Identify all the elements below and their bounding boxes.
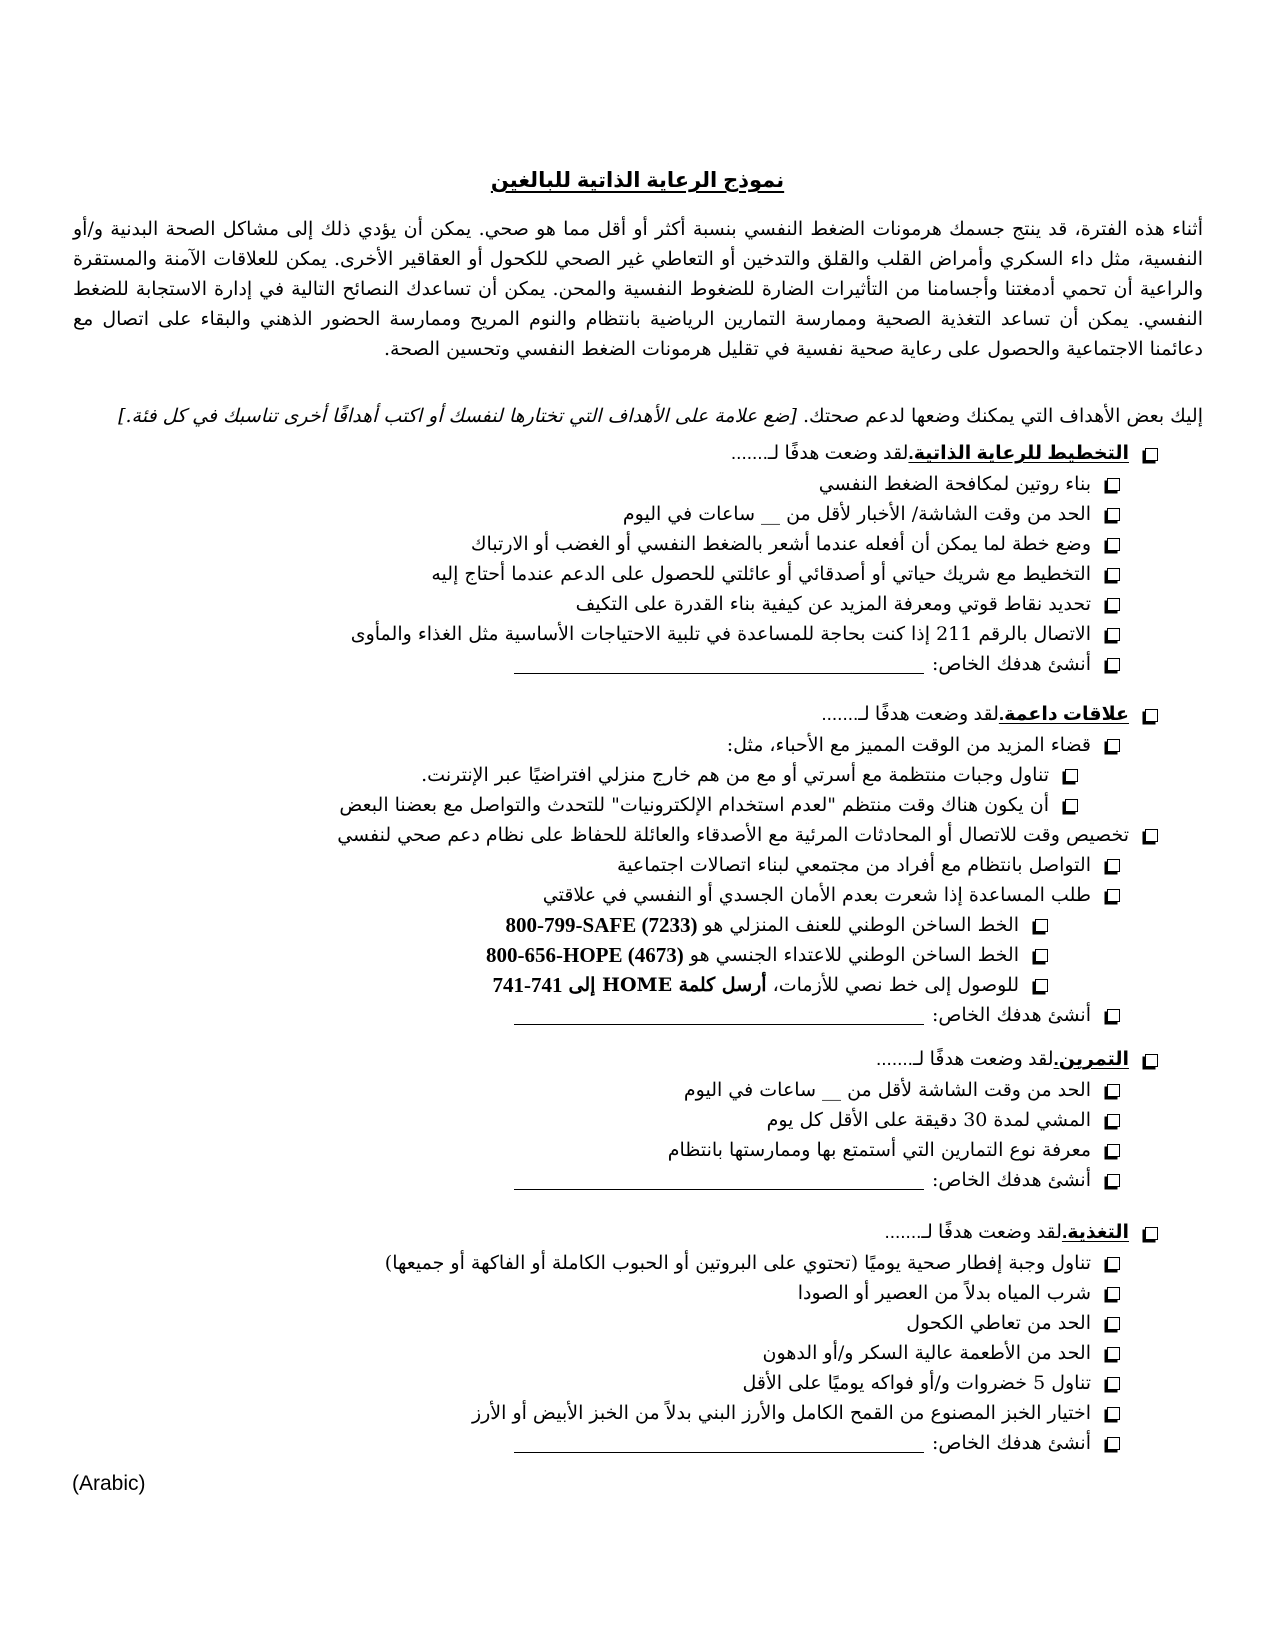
list-item: الحد من وقت الشاشة لأقل من __ ساعات في اليوم	[100, 1075, 1160, 1105]
checkbox[interactable]	[1107, 1377, 1120, 1390]
checkbox[interactable]	[1107, 508, 1120, 521]
section-relationships	[100, 700, 1160, 1030]
checkbox[interactable]	[1107, 889, 1120, 902]
hotline-item: الخط الساخن الوطني للاعتداء الجنسي هو 800-656-HOPE (4673)	[100, 940, 1160, 970]
list-item: شرب المياه بدلاً من العصير أو الصودا	[100, 1278, 1160, 1308]
list-item: التخطيط مع شريك حياتي أو أصدقائي أو عائلتي للحصول على الدعم عندما أحتاج إليه	[100, 559, 1160, 589]
own-goal-field[interactable]	[514, 1434, 924, 1453]
checkbox[interactable]	[1107, 1257, 1120, 1270]
page-title: نموذج الرعاية الذاتية للبالغين	[490, 169, 785, 192]
own-goal-field[interactable]	[514, 1006, 924, 1025]
list-item: تحديد نقاط قوتي ومعرفة المزيد عن كيفية بناء القدرة على التكيف	[100, 589, 1160, 619]
language-footer: (Arabic)	[72, 1472, 146, 1495]
list-item: بناء روتين لمكافحة الضغط النفسي	[100, 469, 1160, 499]
own-goal-item: أنشئ هدفك الخاص:	[100, 1428, 1160, 1458]
list-item: الحد من الأطعمة عالية السكر و/أو الدهون	[100, 1338, 1160, 1368]
checkbox[interactable]	[1107, 1287, 1120, 1300]
checkbox[interactable]	[1107, 628, 1120, 641]
checkbox[interactable]	[1035, 979, 1048, 992]
list-item: معرفة نوع التمارين التي أستمتع بها وممارستها بانتظام	[100, 1135, 1160, 1165]
list-subitem: تناول وجبات منتظمة مع أسرتي أو مع من هم خارج منزلي افتراضيًا عبر الإنترنت.	[100, 760, 1160, 790]
hotline-number: 800-799-SAFE (7233)	[505, 913, 698, 937]
hotline-number: 800-656-HOPE (4673)	[486, 943, 684, 967]
hotline-item: للوصول إلى خط نصي للأزمات، أرسل كلمة HOME إلى 741-741	[100, 970, 1160, 1000]
list-item: اختيار الخبز المصنوع من القمح الكامل والأرز البني بدلاً من الخبز الأبيض أو الأرز	[100, 1398, 1160, 1428]
list-item: التواصل بانتظام مع أفراد من مجتمعي لبناء اتصالات اجتماعية	[100, 850, 1160, 880]
section-exercise	[100, 1045, 1160, 1195]
section-heading: علاقات داعمة. لقد وضعت هدفًا لـ.......	[100, 700, 1160, 730]
intro-paragraph: أثناء هذه الفترة، قد ينتج جسمك هرمونات الضغط النفسي بنسبة أكثر أو أقل مما هو صحي. يمكن أن يؤدي ذلك إلى مشاكل الصحة البدنية و/أو النفسية، مثل داء السكري وأمراض القلب والقلق والتدخين أو التعاطي غير الصحي للكحول أو العقاقير الأخرى. يمكن للعلاقات الآمنة والمستقرة والراعية أن تحمي أدمغتنا وأجسامنا من التأثيرات الضارة للضغوط النفسية والمحن. يمكن أن تساعدك النصائح التالية في إدارة الاستجابة للضغط النفسي. يمكن أن تساعد التغذية الصحية وممارسة التمارين الرياضية بانتظام والنوم المريح وممارسة الحضور الذهني والبقاء على اتصال مع دعائمنا الاجتماعية والحصول على رعاية صحية نفسية في تقليل هرمونات الضغط النفسي وتحسين الصحة.	[73, 218, 1203, 360]
list-item: وضع خطة لما يمكن أن أفعله عندما أشعر بالضغط النفسي أو الغضب أو الارتباك	[100, 529, 1160, 559]
instruction-text: إليك بعض الأهداف التي يمكنك وضعها لدعم صحتك.	[796, 405, 1203, 427]
list-item: الحد من وقت الشاشة/ الأخبار لأقل من __ ساعات في اليوم	[100, 499, 1160, 529]
checkbox[interactable]	[1145, 1054, 1158, 1067]
checkbox[interactable]	[1107, 739, 1120, 752]
instruction-line	[73, 401, 1203, 431]
checkbox[interactable]	[1107, 1144, 1120, 1157]
list-item: الاتصال بالرقم 211 إذا كنت بحاجة للمساعدة في تلبية الاحتياجات الأساسية مثل الغذاء والمأوى	[100, 619, 1160, 649]
checkbox[interactable]	[1145, 448, 1158, 461]
own-goal-field[interactable]	[514, 655, 924, 674]
hotline-number: 741-741	[492, 973, 563, 997]
list-item: الحد من تعاطي الكحول	[100, 1308, 1160, 1338]
checkbox[interactable]	[1065, 769, 1078, 782]
list-item: تناول وجبة إفطار صحية يوميًا (تحتوي على البروتين أو الحبوب الكاملة أو الفاكهة أو جميعها)	[100, 1248, 1160, 1278]
checkbox[interactable]	[1107, 568, 1120, 581]
list-subitem: أن يكون هناك وقت منتظم "لعدم استخدام الإلكترونيات" للتحدث والتواصل مع بعضنا البعض	[100, 790, 1160, 820]
checkbox[interactable]	[1065, 799, 1078, 812]
section-heading: التخطيط للرعاية الذاتية. لقد وضعت هدفًا لـ.......	[100, 439, 1160, 469]
instruction-italic: [ضع علامة على الأهداف التي تختارها لنفسك أو اكتب أهدافًا أخرى تناسبك في كل فئة.]	[118, 405, 797, 427]
own-goal-item: أنشئ هدفك الخاص:	[100, 1000, 1160, 1030]
checkbox[interactable]	[1107, 1437, 1120, 1450]
list-item: تخصيص وقت للاتصال أو المحادثات المرئية مع الأصدقاء والعائلة للحفاظ على نظام دعم صحي لنفسي	[100, 820, 1160, 850]
section-planning	[100, 439, 1160, 679]
checkbox[interactable]	[1107, 658, 1120, 671]
list-item: تناول 5 خضروات و/أو فواكه يوميًا على الأقل	[100, 1368, 1160, 1398]
checkbox[interactable]	[1107, 1407, 1120, 1420]
checkbox[interactable]	[1145, 829, 1158, 842]
checkbox[interactable]	[1035, 919, 1048, 932]
checkbox[interactable]	[1107, 1009, 1120, 1022]
checkbox[interactable]	[1107, 1174, 1120, 1187]
own-goal-item: أنشئ هدفك الخاص:	[100, 649, 1160, 679]
checkbox[interactable]	[1107, 1114, 1120, 1127]
checkbox[interactable]	[1107, 598, 1120, 611]
hotline-item: الخط الساخن الوطني للعنف المنزلي هو 800-799-SAFE (7233)	[100, 910, 1160, 940]
checkbox[interactable]	[1107, 1084, 1120, 1097]
section-heading: التغذية. لقد وضعت هدفًا لـ.......	[100, 1218, 1160, 1248]
own-goal-item: أنشئ هدفك الخاص:	[100, 1165, 1160, 1195]
section-heading: التمرين. لقد وضعت هدفًا لـ.......	[100, 1045, 1160, 1075]
checkbox[interactable]	[1107, 859, 1120, 872]
own-goal-field[interactable]	[514, 1171, 924, 1190]
list-item: طلب المساعدة إذا شعرت بعدم الأمان الجسدي أو النفسي في علاقتي	[100, 880, 1160, 910]
checkbox[interactable]	[1035, 949, 1048, 962]
checkbox[interactable]	[1145, 1227, 1158, 1240]
checkbox[interactable]	[1107, 538, 1120, 551]
checkbox[interactable]	[1107, 478, 1120, 491]
list-item: المشي لمدة 30 دقيقة على الأقل كل يوم	[100, 1105, 1160, 1135]
checkbox[interactable]	[1107, 1317, 1120, 1330]
list-item: قضاء المزيد من الوقت المميز مع الأحباء، مثل:	[100, 730, 1160, 760]
checkbox[interactable]	[1107, 1347, 1120, 1360]
checkbox[interactable]	[1145, 709, 1158, 722]
section-nutrition	[100, 1218, 1160, 1458]
